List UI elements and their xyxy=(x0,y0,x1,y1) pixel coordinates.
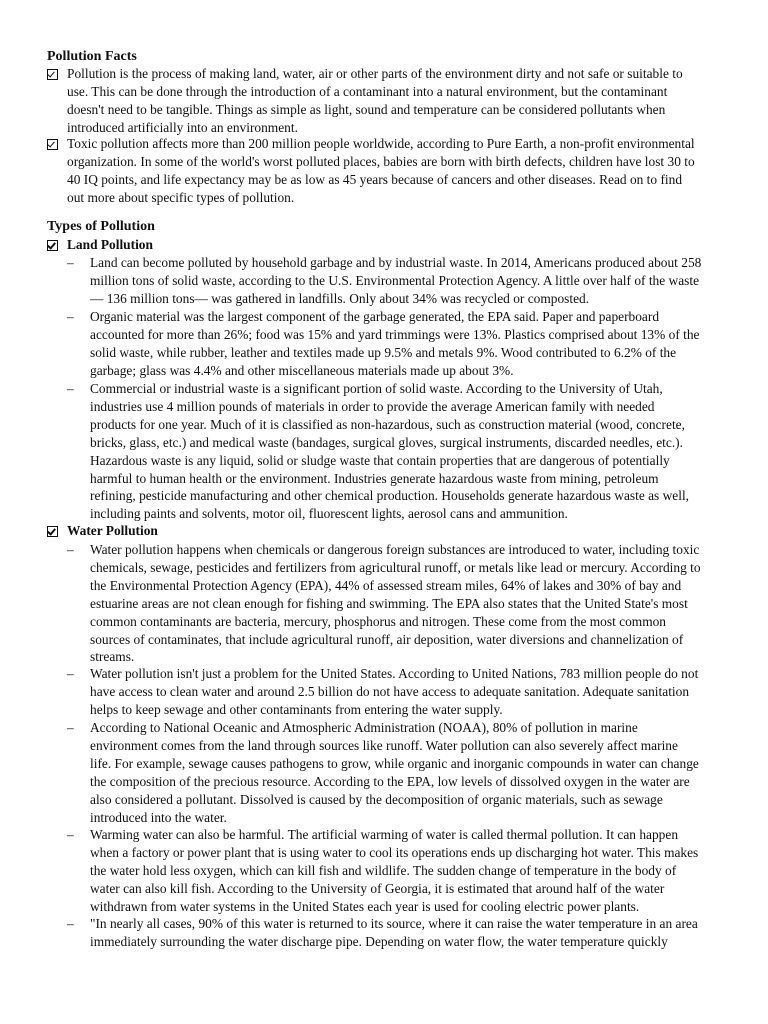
dash-bullet: – xyxy=(67,827,74,842)
types-of-pollution-heading: Types of Pollution xyxy=(47,219,155,234)
land-bullet-1: Land can become polluted by household garbage and by industrial waste. In 2014, Americans produced about 258 million tons of solid waste, according to the U.S. Environmental Protection Agency. A little over half of the waste — 136 million tons— was gathered in landfills. Only about 34% was recycled or composted. xyxy=(90,255,702,306)
dash-bullet: – xyxy=(67,381,74,396)
dash-bullet: – xyxy=(67,666,74,681)
fact-paragraph-2: Toxic pollution affects more than 200 million people worldwide, according to Pure Earth, a non-profit environmental organization. In some of the world's worst polluted places, babies are born with birth defects, children have lost 30 to 40 IQ points, and life expectancy may be as low as 45 years because of cancers and other diseases. Read on to find out more about specific types of pollution. xyxy=(67,136,695,205)
dash-bullet: – xyxy=(67,309,74,324)
water-bullet-4: Warming water can also be harmful. The artificial warming of water is called thermal pollution. It can happen when a factory or power plant that is using water to cool its operations ends up discharging hot water. This makes the water hold less oxygen, which can kill fish and wildlife. The sudden change of temperature in the body of water can also kill fish. According to the University of Georgia, it is estimated that around half of the water withdrawn from water systems in the United States each year is used for cooling electric power plants. xyxy=(90,827,699,914)
land-pollution-heading: Land Pollution xyxy=(67,237,153,252)
land-bullet-2: Organic material was the largest component of the garbage generated, the EPA said. Paper and paperboard accounted for more than 26%; food was 15% and yard trimmings were 13%. Plastics comprised about 13% of the solid waste, while rubber, leather and textiles made up 9.5% and metals 9%. Wood contributed to 6.2% of the garbage; glass was 4.4% and other miscellaneous materials made up about 3%. xyxy=(90,309,700,378)
dash-bullet: – xyxy=(67,720,74,735)
dash-bullet: – xyxy=(67,542,74,557)
water-bullet-3: According to National Oceanic and Atmospheric Administration (NOAA), 80% of pollution in marine environment comes from the land through sources like runoff. Water pollution can also severely affect marine life. For example, sewage causes pathogens to grow, while organic and inorganic compounds in water can change the composition of the precious resource. According to the EPA, low levels of dissolved oxygen in the water are also considered a pollutant. Dissolved is caused by the decomposition of organic materials, such as sewage introduced into the water. xyxy=(90,720,699,825)
water-bullet-5: "In nearly all cases, 90% of this water is returned to its source, where it can raise the water temperature in an area immediately surrounding the water discharge pipe. Depending on water flow, the water temperature quickly xyxy=(90,916,698,949)
dash-bullet: – xyxy=(67,255,74,270)
water-pollution-heading: Water Pollution xyxy=(67,523,158,538)
pollution-facts-heading: Pollution Facts xyxy=(47,49,137,64)
checked-box-icon xyxy=(47,526,58,537)
water-bullet-2: Water pollution isn't just a problem for the United States. According to United Nations, 783 million people do not have access to clean water and around 2.5 billion do not have access to adequate sanitation. Adequate sanitation helps to keep sewage and other contaminants from entering the water supply. xyxy=(90,666,699,717)
checked-box-icon xyxy=(47,139,58,150)
checked-box-icon xyxy=(47,69,58,80)
checked-box-icon xyxy=(47,240,58,251)
dash-bullet: – xyxy=(67,916,74,931)
fact-paragraph-1: Pollution is the process of making land, water, air or other parts of the environment dirty and not safe or suitable to use. This can be done through the introduction of a contaminant into a natural environment, but the contaminant doesn't need to be tangible. Things as simple as light, sound and temperature can be considered pollutants when introduced artificially into an environment. xyxy=(67,66,683,135)
water-bullet-1: Water pollution happens when chemicals or dangerous foreign substances are introduced to water, including toxic chemicals, sewage, pesticides and fertilizers from agricultural runoff, or metals like lead or mercury. According to the Environmental Protection Agency (EPA), 44% of assessed stream miles, 64% of lakes and 30% of bay and estuarine areas are not clean enough for fishing and swimming. The EPA also states that the United State's most common contaminants are bacteria, mercury, phosphorus and nitrogen. These come from the most common sources of contaminates, that include agricultural runoff, air deposition, water diversions and channelization of streams. xyxy=(90,542,701,665)
land-bullet-3: Commercial or industrial waste is a significant portion of solid waste. According to the University of Utah, industries use 4 million pounds of materials in order to provide the average American family with needed products for one year. Much of it is classified as non-hazardous, such as construction material (wood, concrete, bricks, glass, etc.) and medical waste (bandages, surgical gloves, surgical instruments, discarded needles, etc.). Hazardous waste is any liquid, solid or sludge waste that contain properties that are dangerous of potentially harmful to human health or the environment. Industries generate hazardous waste from mining, petroleum refining, pesticide manufacturing and other chemical production. Households generate hazardous waste as well, including paints and solvents, motor oil, fluorescent lights, aerosol cans and ammunition. xyxy=(90,381,690,522)
